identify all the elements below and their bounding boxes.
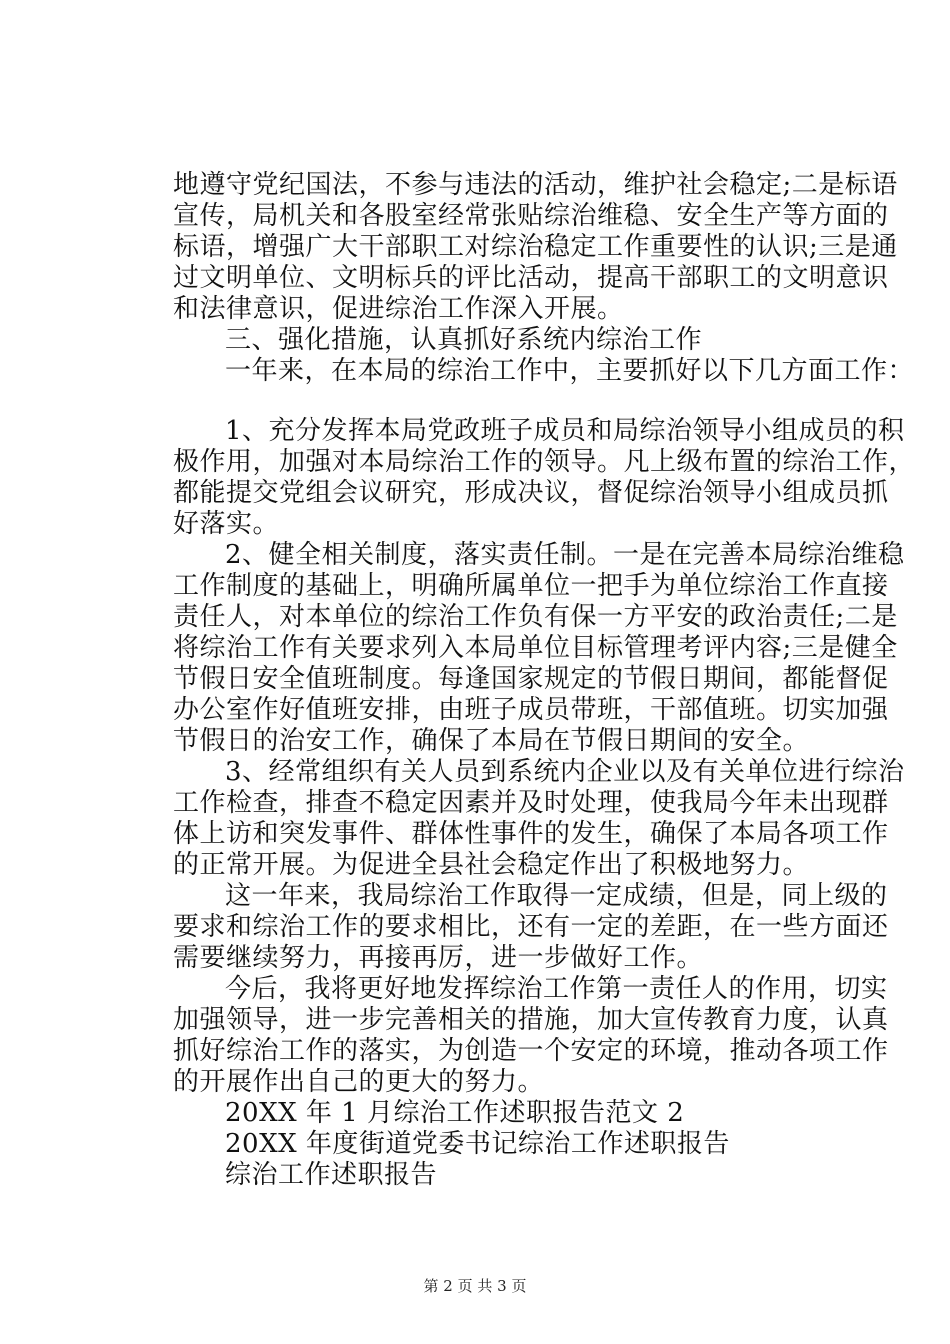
text-line: 20XX 年度街道党委书记综治工作述职报告 bbox=[225, 1129, 730, 1159]
text-line: 要求和综治工作的要求相比，还有一定的差距，在一些方面还 bbox=[173, 912, 889, 942]
text-line: 20XX 年 1 月综治工作述职报告范文 2 bbox=[225, 1098, 685, 1128]
text-line: 节假日的治安工作，确保了本局在节假日期间的安全。 bbox=[173, 726, 810, 756]
text-line: 办公室作好值班安排，由班子成员带班，干部值班。切实加强 bbox=[173, 695, 889, 725]
paragraph-gap bbox=[173, 387, 845, 416]
text-line: 将综治工作有关要求列入本局单位目标管理考评内容;三是健全 bbox=[173, 633, 898, 663]
text-line: 节假日安全值班制度。每逢国家规定的节假日期间，都能督促 bbox=[173, 664, 889, 694]
text-line: 工作检查，排查不稳定因素并及时处理，使我局今年未出现群 bbox=[173, 788, 889, 818]
text-line: 过文明单位、文明标兵的评比活动，提高干部职工的文明意识 bbox=[173, 263, 889, 293]
text-line: 地遵守党纪国法，不参与违法的活动，维护社会稳定;二是标语 bbox=[173, 170, 898, 200]
text-line: 标语，增强广大干部职工对综治稳定工作重要性的认识;三是通 bbox=[173, 232, 898, 262]
text-line: 抓好综治工作的落实，为创造一个安定的环境，推动各项工作 bbox=[173, 1036, 889, 1066]
text-line: 这一年来，我局综治工作取得一定成绩，但是，同上级的 bbox=[225, 881, 888, 911]
text-line: 的开展作出自己的更大的努力。 bbox=[173, 1067, 545, 1097]
text-line: 和法律意识，促进综治工作深入开展。 bbox=[173, 294, 624, 324]
text-line: 综治工作述职报告 bbox=[225, 1160, 438, 1190]
text-line: 1、充分发挥本局党政班子成员和局综治领导小组成员的积 bbox=[225, 416, 905, 446]
text-line: 三、强化措施，认真抓好系统内综治工作 bbox=[225, 325, 703, 355]
text-line: 一年来，在本局的综治工作中，主要抓好以下几方面工作： bbox=[225, 356, 915, 386]
text-line: 极作用，加强对本局综治工作的领导。凡上级布置的综治工作， bbox=[173, 447, 916, 477]
text-line: 2、健全相关制度，落实责任制。一是在完善本局综治维稳 bbox=[225, 540, 905, 570]
page-footer: 第 2 页 共 3 页 bbox=[423, 1277, 527, 1295]
text-line: 都能提交党组会议研究，形成决议，督促综治领导小组成员抓 bbox=[173, 478, 889, 508]
text-line: 工作制度的基础上，明确所属单位一把手为单位综治工作直接 bbox=[173, 571, 889, 601]
text-line: 需要继续努力，再接再厉，进一步做好工作。 bbox=[173, 943, 704, 973]
text-line: 体上访和突发事件、群体性事件的发生，确保了本局各项工作 bbox=[173, 819, 889, 849]
document-body bbox=[173, 170, 916, 1191]
text-line: 3、经常组织有关人员到系统内企业以及有关单位进行综治 bbox=[225, 757, 905, 787]
text-line: 加强领导，进一步完善相关的措施，加大宣传教育力度，认真 bbox=[173, 1005, 889, 1035]
text-line: 责任人，对本单位的综治工作负有保一方平安的政治责任;二是 bbox=[173, 602, 898, 632]
text-line: 好落实。 bbox=[173, 509, 280, 539]
text-line: 宣传，局机关和各股室经常张贴综治维稳、安全生产等方面的 bbox=[173, 201, 889, 231]
text-line: 的正常开展。为促进全县社会稳定作出了积极地努力。 bbox=[173, 850, 810, 880]
text-line: 今后，我将更好地发挥综治工作第一责任人的作用，切实 bbox=[225, 974, 888, 1004]
